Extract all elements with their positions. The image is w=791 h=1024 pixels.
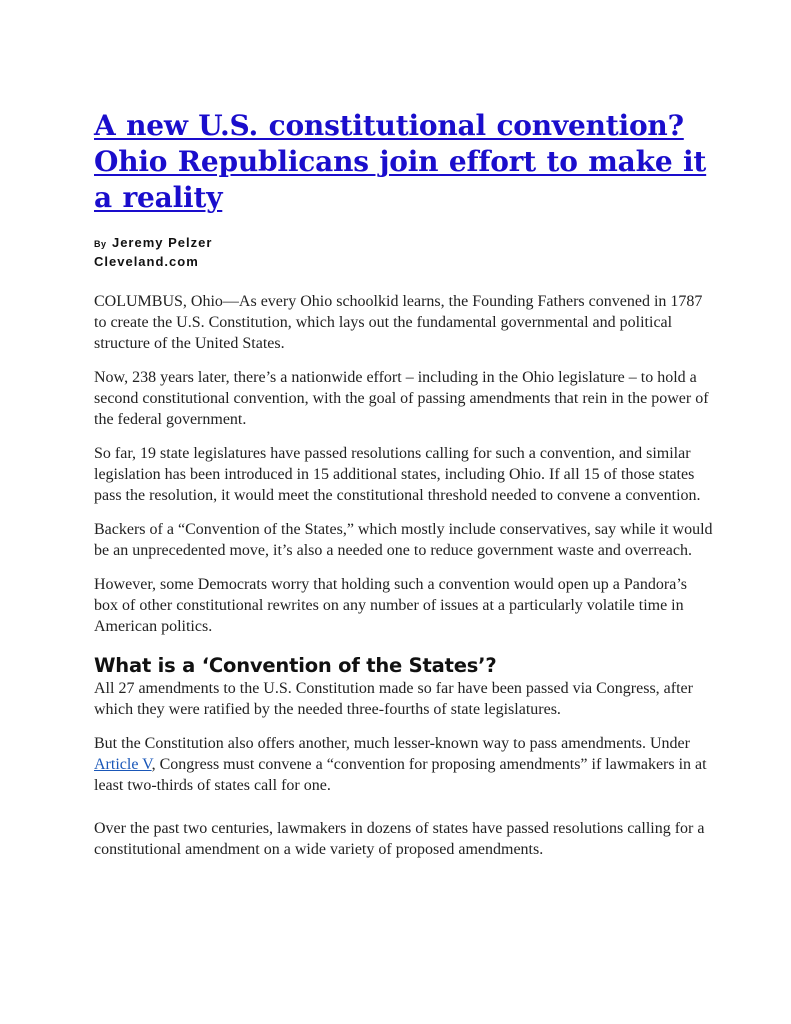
byline-author: Jeremy Pelzer bbox=[111, 235, 213, 250]
article-paragraph-4: Backers of a “Convention of the States,” which mostly include conservatives, say while it would be an unprecedented move, it’s also a needed one to reduce government waste and overreach. bbox=[94, 521, 713, 559]
section-paragraph-2-text-before: But the Constitution also offers another, much lesser-known way to pass amendments. Under bbox=[94, 735, 690, 752]
byline-outlet: Cleveland.com bbox=[94, 254, 199, 269]
section-paragraph-3: Over the past two centuries, lawmakers in dozens of states have passed resolutions calling for a constitutional amendment on a wide variety of proposed amendments. bbox=[94, 820, 705, 858]
article-paragraph-3: So far, 19 state legislatures have passed resolutions calling for such a convention, and similar legislation has been introduced in 15 additional states, including Ohio. If all 15 of those states pass the resolution, it would meet the constitutional threshold needed to convene a convention. bbox=[94, 445, 701, 504]
section-heading: What is a ‘Convention of the States’? bbox=[94, 654, 497, 677]
article-v-link[interactable]: Article V bbox=[94, 756, 152, 773]
byline bbox=[94, 234, 714, 269]
article bbox=[94, 108, 714, 873]
article-paragraph-1: COLUMBUS, Ohio—As every Ohio schoolkid learns, the Founding Fathers convened in 1787 to create the U.S. Constitution, which lays out the fundamental governmental and political structure of the United States. bbox=[94, 293, 703, 352]
article-paragraph-2: Now, 238 years later, there’s a nationwide effort – including in the Ohio legislature – to hold a second constitutional convention, with the goal of passing amendments that rein in the power of the federal government. bbox=[94, 369, 709, 428]
section-paragraph-2-text-after: , Congress must convene a “convention for proposing amendments” if lawmakers in at least two-thirds of states call for one. bbox=[94, 756, 707, 794]
article-body bbox=[94, 291, 714, 860]
byline-prefix: By bbox=[94, 239, 107, 249]
section-paragraph-2 bbox=[94, 733, 714, 796]
article-headline-link[interactable]: A new U.S. constitutional convention? Ohio Republicans join effort to make it a reality bbox=[94, 109, 707, 214]
section-paragraph-1: All 27 amendments to the U.S. Constitution made so far have been passed via Congress, after which they were ratified by the needed three-fourths of state legislatures. bbox=[94, 680, 693, 718]
article-paragraph-5: However, some Democrats worry that holding such a convention would open up a Pandora’s box of other constitutional rewrites on any number of issues at a particularly volatile time in American politics. bbox=[94, 576, 687, 635]
